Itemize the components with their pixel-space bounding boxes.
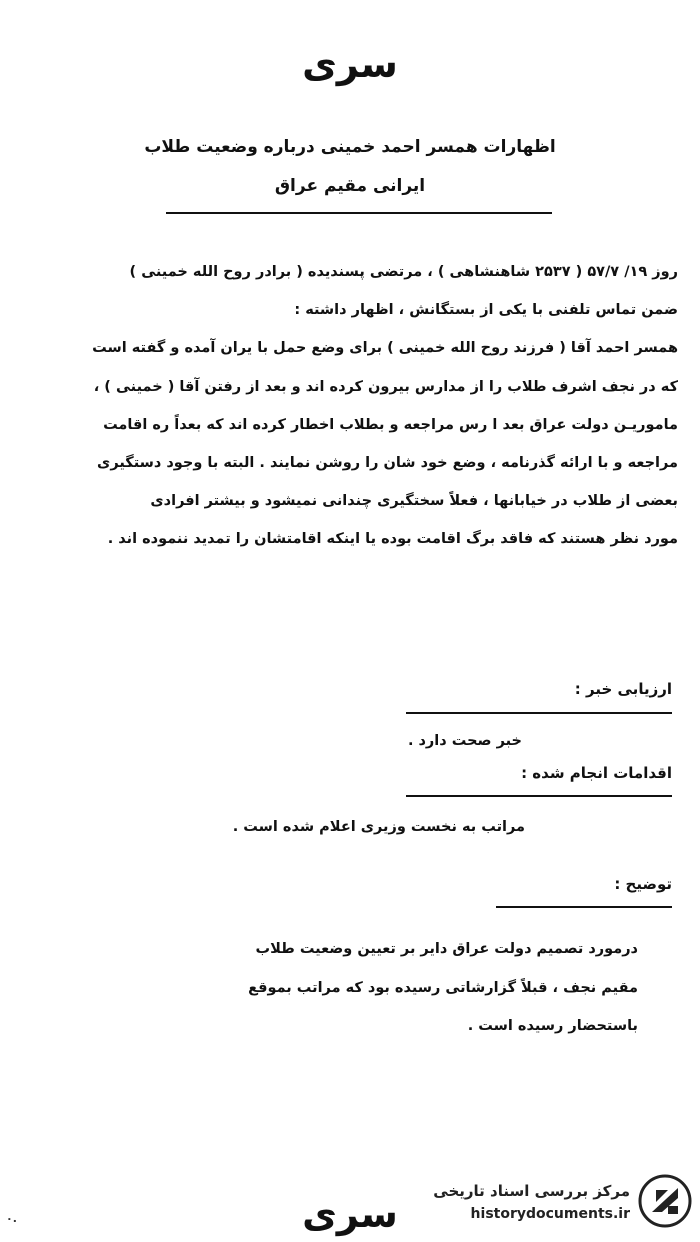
document-subtitle: ایرانی مقیم عراق	[274, 176, 426, 196]
note-line: درمورد تصمیم دولت عراق دایر بر تعیین وضعیت طلاب	[255, 941, 638, 957]
watermark-url: historydocuments.ir	[470, 1206, 630, 1222]
note-line: باستحضار رسیده است .	[467, 1018, 638, 1034]
note-underline	[496, 906, 672, 908]
note-heading: توضیح :	[614, 875, 672, 893]
watermark-title: مرکز بررسی اسناد تاریخی	[433, 1182, 630, 1200]
archive-logo-icon	[638, 1174, 692, 1228]
archive-watermark	[412, 1170, 696, 1234]
assessment-heading: ارزیابی خبر :	[574, 680, 672, 698]
note-body	[48, 930, 638, 1046]
actions-text: مراتب به نخست وزیری اعلام شده است .	[232, 819, 525, 835]
body-line: بعضی از طلاب در خیابانها ، فعلاً سختگیری چندانی نمیشود و بیشتر افرادی	[150, 493, 678, 510]
assessment-text: خبر صحت دارد .	[407, 733, 522, 749]
classification-footer: سری	[302, 1192, 398, 1236]
document-title: اظهارات همسر احمد خمینی درباره وضعیت طلاب	[144, 137, 556, 157]
body-line: مراجعه و با ارائه گذرنامه ، وضع خود شان را روشن نمایند . البته با وجود دستگیری	[97, 454, 678, 471]
classification-header: سری	[302, 42, 398, 86]
title-underline	[166, 212, 552, 214]
body-line: مورد نظر هستند که فاقد برگ اقامت بوده یا اینکه اقامتشان را تمدید ننموده اند .	[107, 531, 678, 548]
actions-heading: اقدامات انجام شده :	[521, 764, 672, 782]
report-body	[22, 253, 678, 559]
note-line: مقیم نجف ، قبلاً گزارشاتی رسیده بود که مراتب بموقع	[248, 979, 638, 996]
body-line: ماموریـن دولت عراق بعد ا رس مراجعه و بطلاب اخطار کرده اند که بعداً ره اقامت	[103, 416, 678, 433]
body-line: روز ۱۹/ ۵۷/۷ ( ۲۵۳۷ شاهنشاهی ) ، مرتضی پسندیده ( برادر روح الله خمینی )	[129, 264, 678, 280]
body-line: ضمن تماس تلفنی با یکی از بستگانش ، اظهار داشته :	[294, 302, 678, 319]
page-mark: ۰.	[6, 1212, 17, 1225]
actions-underline	[406, 795, 672, 797]
body-line: همسر احمد آقا ( فرزند روح الله خمینی ) برای وضع حمل با یران آمده و گفته است	[92, 340, 678, 357]
assessment-underline	[406, 712, 672, 714]
body-line: که در نجف اشرف طلاب را از مدارس بیرون کرده اند و بعد از رفتن آقا ( خمینی ) ،	[93, 378, 678, 395]
